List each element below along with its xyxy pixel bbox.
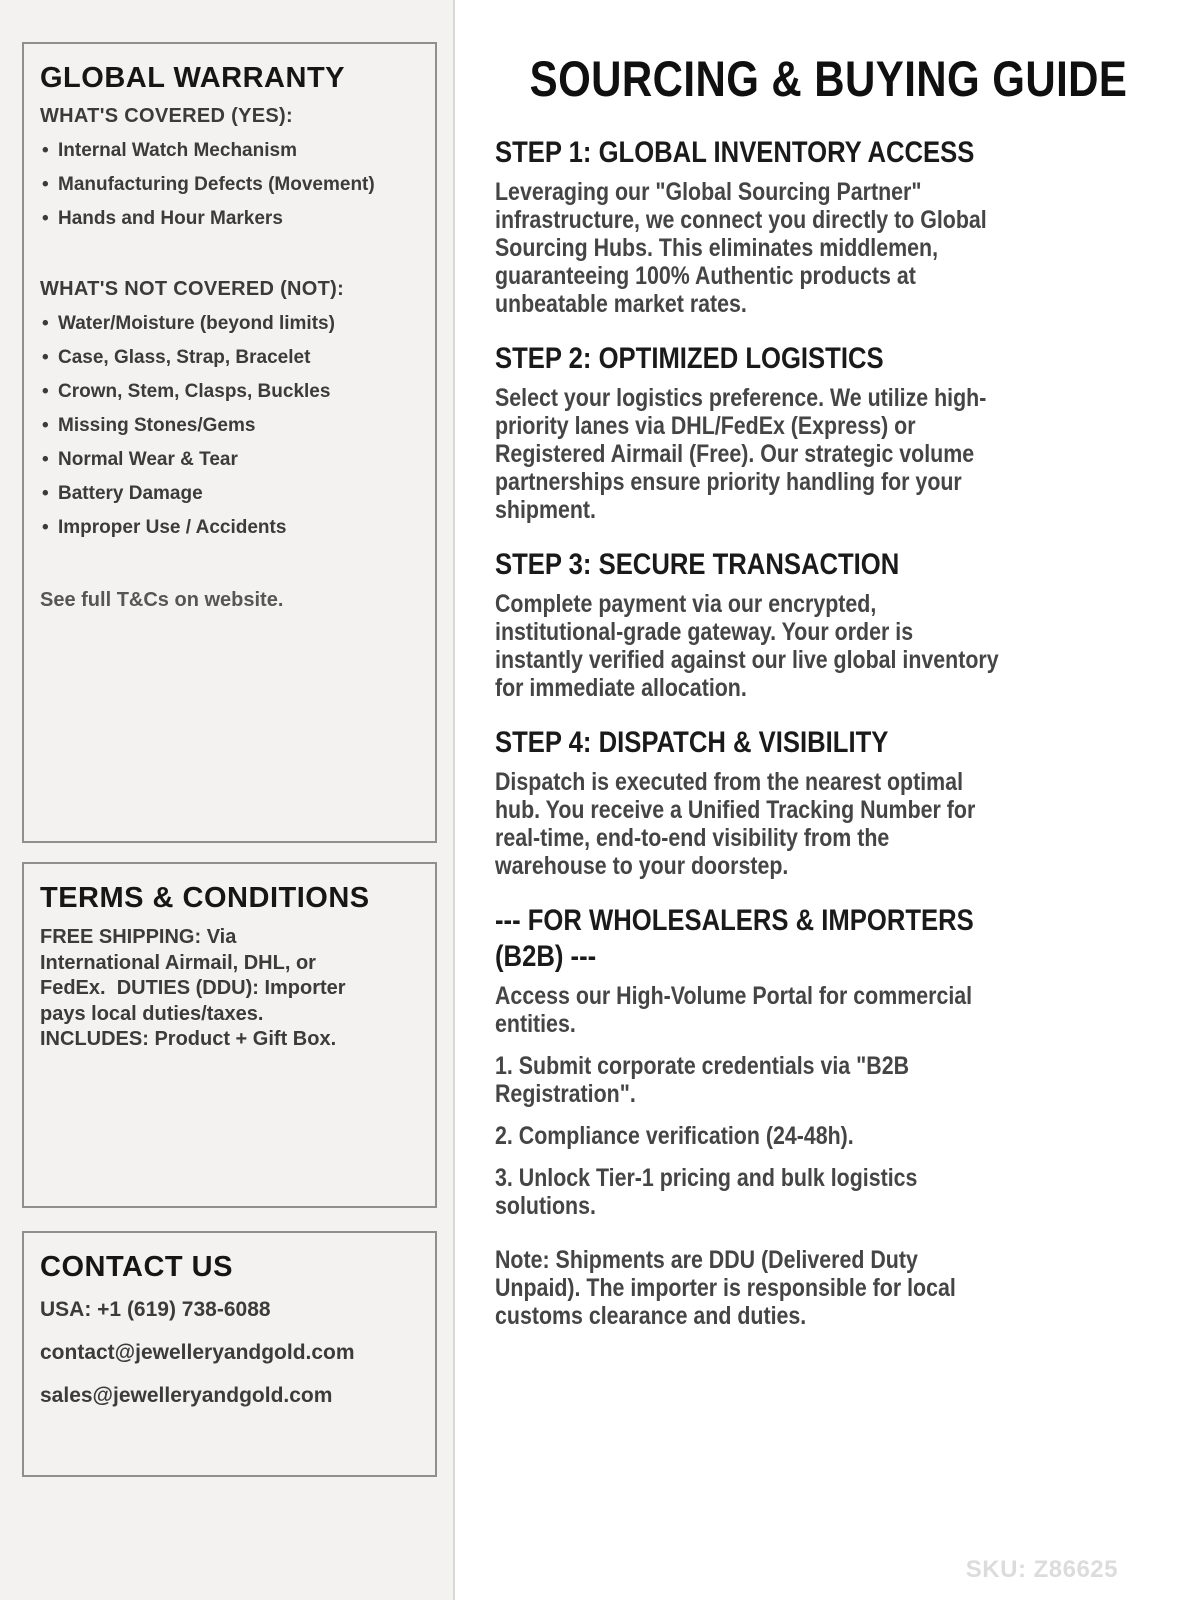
terms-body: FREE SHIPPING: Via International Airmail, DHL, or FedEx. DUTIES (DDU): Importer pays local duties/taxes. INCLUDES: Product + Gift Box. [40,926,352,1050]
list-item: • Case, Glass, Strap, Bracelet [40,341,419,375]
contact-panel [22,1231,437,1477]
info-sidebar [0,0,455,1600]
b2b-step-3: 3. Unlock Tier-1 pricing and bulk logistics solutions. [495,1164,918,1220]
contact-email: contact@jewelleryandgold.com [40,1341,355,1364]
sku-label: SKU: Z86625 [965,1556,1118,1583]
b2b-heading: --- FOR WHOLESALERS & IMPORTERS (B2B) --- [495,904,974,973]
guide-body [457,135,1002,1330]
list-item: • Internal Watch Mechanism [40,134,419,168]
list-item: • Hands and Hour Markers [40,202,419,236]
list-item: • Normal Wear & Tear [40,443,419,477]
b2b-step-2: 2. Compliance verification (24-48h). [495,1122,854,1150]
list-item: • Improper Use / Accidents [40,511,419,545]
contact-sales-email: sales@jewelleryandgold.com [40,1384,333,1407]
ddu-note: Note: Shipments are DDU (Delivered Duty Unpaid). The importer is responsible for local customs clearance and duties. [495,1246,956,1330]
list-item: • Water/Moisture (beyond limits) [40,307,419,341]
guide-main [457,0,1200,1600]
step2-heading: STEP 2: OPTIMIZED LOGISTICS [495,342,884,375]
b2b-step-1: 1. Submit corporate credentials via "B2B Registration". [495,1052,910,1108]
step2-body: Select your logistics preference. We utilize high-priority lanes via DHL/FedEx (Express) or Registered Airmail (Free). Our strategic volume partnerships ensure priority handling for your shipment. [495,384,987,524]
warranty-covered-heading: WHAT'S COVERED (YES): [40,105,293,127]
warranty-not-covered-heading: WHAT'S NOT COVERED (NOT): [40,278,345,300]
terms-title: TERMS & CONDITIONS [40,882,370,914]
step1-body: Leveraging our "Global Sourcing Partner" infrastructure, we connect you directly to Global Sourcing Hubs. This eliminates middlemen, guaranteeing 100% Authentic products at unbeatable market rates. [495,178,987,318]
step4-heading: STEP 4: DISPATCH & VISIBILITY [495,726,889,759]
b2b-intro: Access our High-Volume Portal for commercial entities. [495,982,973,1038]
step1-heading: STEP 1: GLOBAL INVENTORY ACCESS [495,136,975,169]
step3-heading: STEP 3: SECURE TRANSACTION [495,548,900,581]
terms-panel [22,862,437,1208]
list-item: • Battery Damage [40,477,419,511]
warranty-title: GLOBAL WARRANTY [40,62,346,94]
page-title: SOURCING & BUYING GUIDE [529,51,1128,107]
step4-body: Dispatch is executed from the nearest optimal hub. You receive a Unified Tracking Number for real-time, end-to-end visibility from the warehouse to your doorstep. [495,768,976,880]
list-item: • Manufacturing Defects (Movement) [40,168,419,202]
warranty-footnote: See full T&Cs on website. [40,589,284,611]
warranty-not-covered-list [40,307,419,545]
b2b-steps-list [495,1052,1002,1220]
contact-phone: USA: +1 (619) 738-6088 [40,1298,271,1321]
contact-title: CONTACT US [40,1251,233,1283]
list-item: • Missing Stones/Gems [40,409,419,443]
step3-body: Complete payment via our encrypted, institutional-grade gateway. Your order is instantly verified against our live global inventory for immediate allocation. [495,590,999,702]
list-item: • Crown, Stem, Clasps, Buckles [40,375,419,409]
warranty-covered-list [40,134,419,236]
global-warranty-panel [22,42,437,843]
